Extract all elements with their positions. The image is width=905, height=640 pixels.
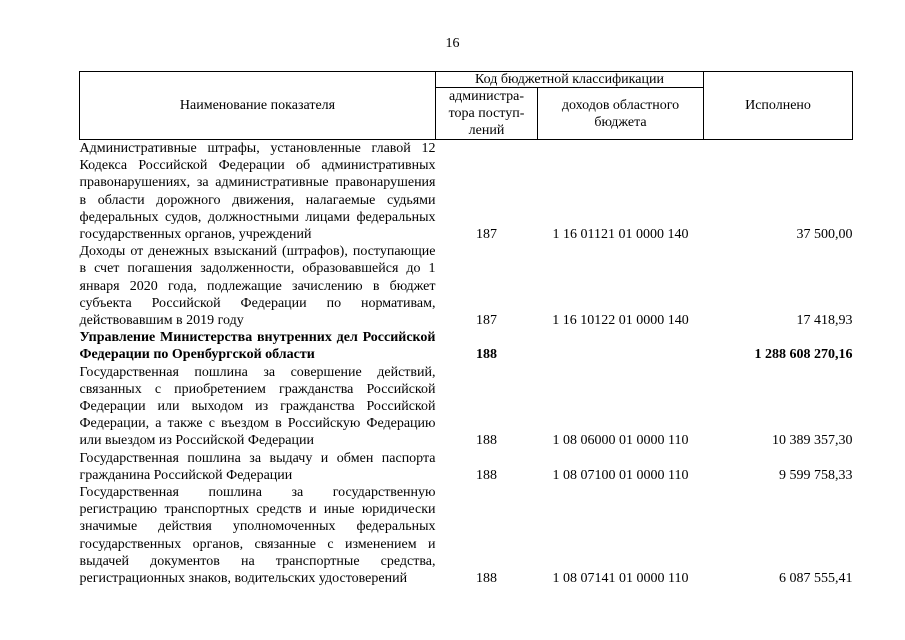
row-admin-code: 187	[476, 313, 497, 329]
table-row-section-header	[80, 329, 853, 363]
row-budget-code: 1 08 07100 01 0000 110	[552, 467, 689, 483]
table-row	[80, 484, 853, 587]
page-number: 16	[445, 36, 460, 51]
header-classification-group: Код бюджетной классификации	[436, 72, 704, 88]
row-amount: 10 389 357,30	[772, 433, 853, 449]
table-row	[80, 140, 853, 244]
header-income-column: доходов областного бюджета	[538, 88, 704, 140]
row-name: Административные штрафы, установленные главой 12 Кодекса Российской Федерации об административных правонарушениях, за административные правонарушения в области дорожного движения, налагаемые судьями федеральных судов, должностными лицами федеральных государственных органов, учреждений	[79, 141, 436, 243]
row-name: Государственная пошлина за государственную регистрацию транспортных средств и иные юридически значимые действия уполномоченных федеральных государственных органов, связанные с изменением и выдачей документов на транспортные средства, регистрационных знаков, водительских удостоверений	[79, 485, 436, 587]
row-budget-code	[538, 329, 704, 363]
table-row	[80, 450, 853, 484]
row-name: Доходы от денежных взысканий (штрафов), поступающие в счет погашения задолженности, образовавшейся до 1 января 2020 года, подлежащие зачислению в бюджет субъекта Российской Федерации по нормативам, действовавшим в 2019 году	[79, 244, 436, 329]
row-name: Государственная пошлина за совершение действий, связанных с приобретением гражданства Российской Федерации или выходом из гражданства Российской Федерации, а также с въездом в Российскую Федерацию или выездом из Российской Федерации	[79, 364, 436, 449]
row-budget-code: 1 08 06000 01 0000 110	[552, 433, 689, 449]
table-row	[80, 243, 853, 329]
row-admin-code: 188	[476, 347, 497, 363]
row-amount: 6 087 555,41	[779, 571, 853, 587]
row-admin-code: 188	[476, 467, 497, 483]
row-amount: 17 418,93	[796, 313, 853, 329]
table-body	[80, 140, 853, 588]
row-admin-code: 187	[476, 227, 497, 243]
row-name: Государственная пошлина за выдачу и обмен паспорта гражданина Российской Федерации	[79, 450, 436, 483]
budget-table	[79, 71, 853, 587]
row-budget-code: 1 16 01121 01 0000 140	[552, 227, 689, 243]
header-name-column: Наименование показателя	[80, 72, 436, 140]
row-name: Управление Министерства внутренних дел Российской Федерации по Оренбургской области	[79, 330, 436, 363]
row-amount: 37 500,00	[796, 227, 853, 243]
row-amount: 1 288 608 270,16	[754, 347, 853, 363]
row-admin-code: 188	[476, 433, 497, 449]
header-admin-column: администра-тора поступ-лений	[436, 88, 538, 140]
row-budget-code: 1 16 10122 01 0000 140	[552, 313, 689, 329]
row-admin-code: 188	[476, 571, 497, 587]
row-budget-code: 1 08 07141 01 0000 110	[552, 571, 689, 587]
table-row	[80, 364, 853, 450]
row-amount: 9 599 758,33	[779, 467, 853, 483]
header-executed-column: Исполнено	[704, 72, 853, 140]
